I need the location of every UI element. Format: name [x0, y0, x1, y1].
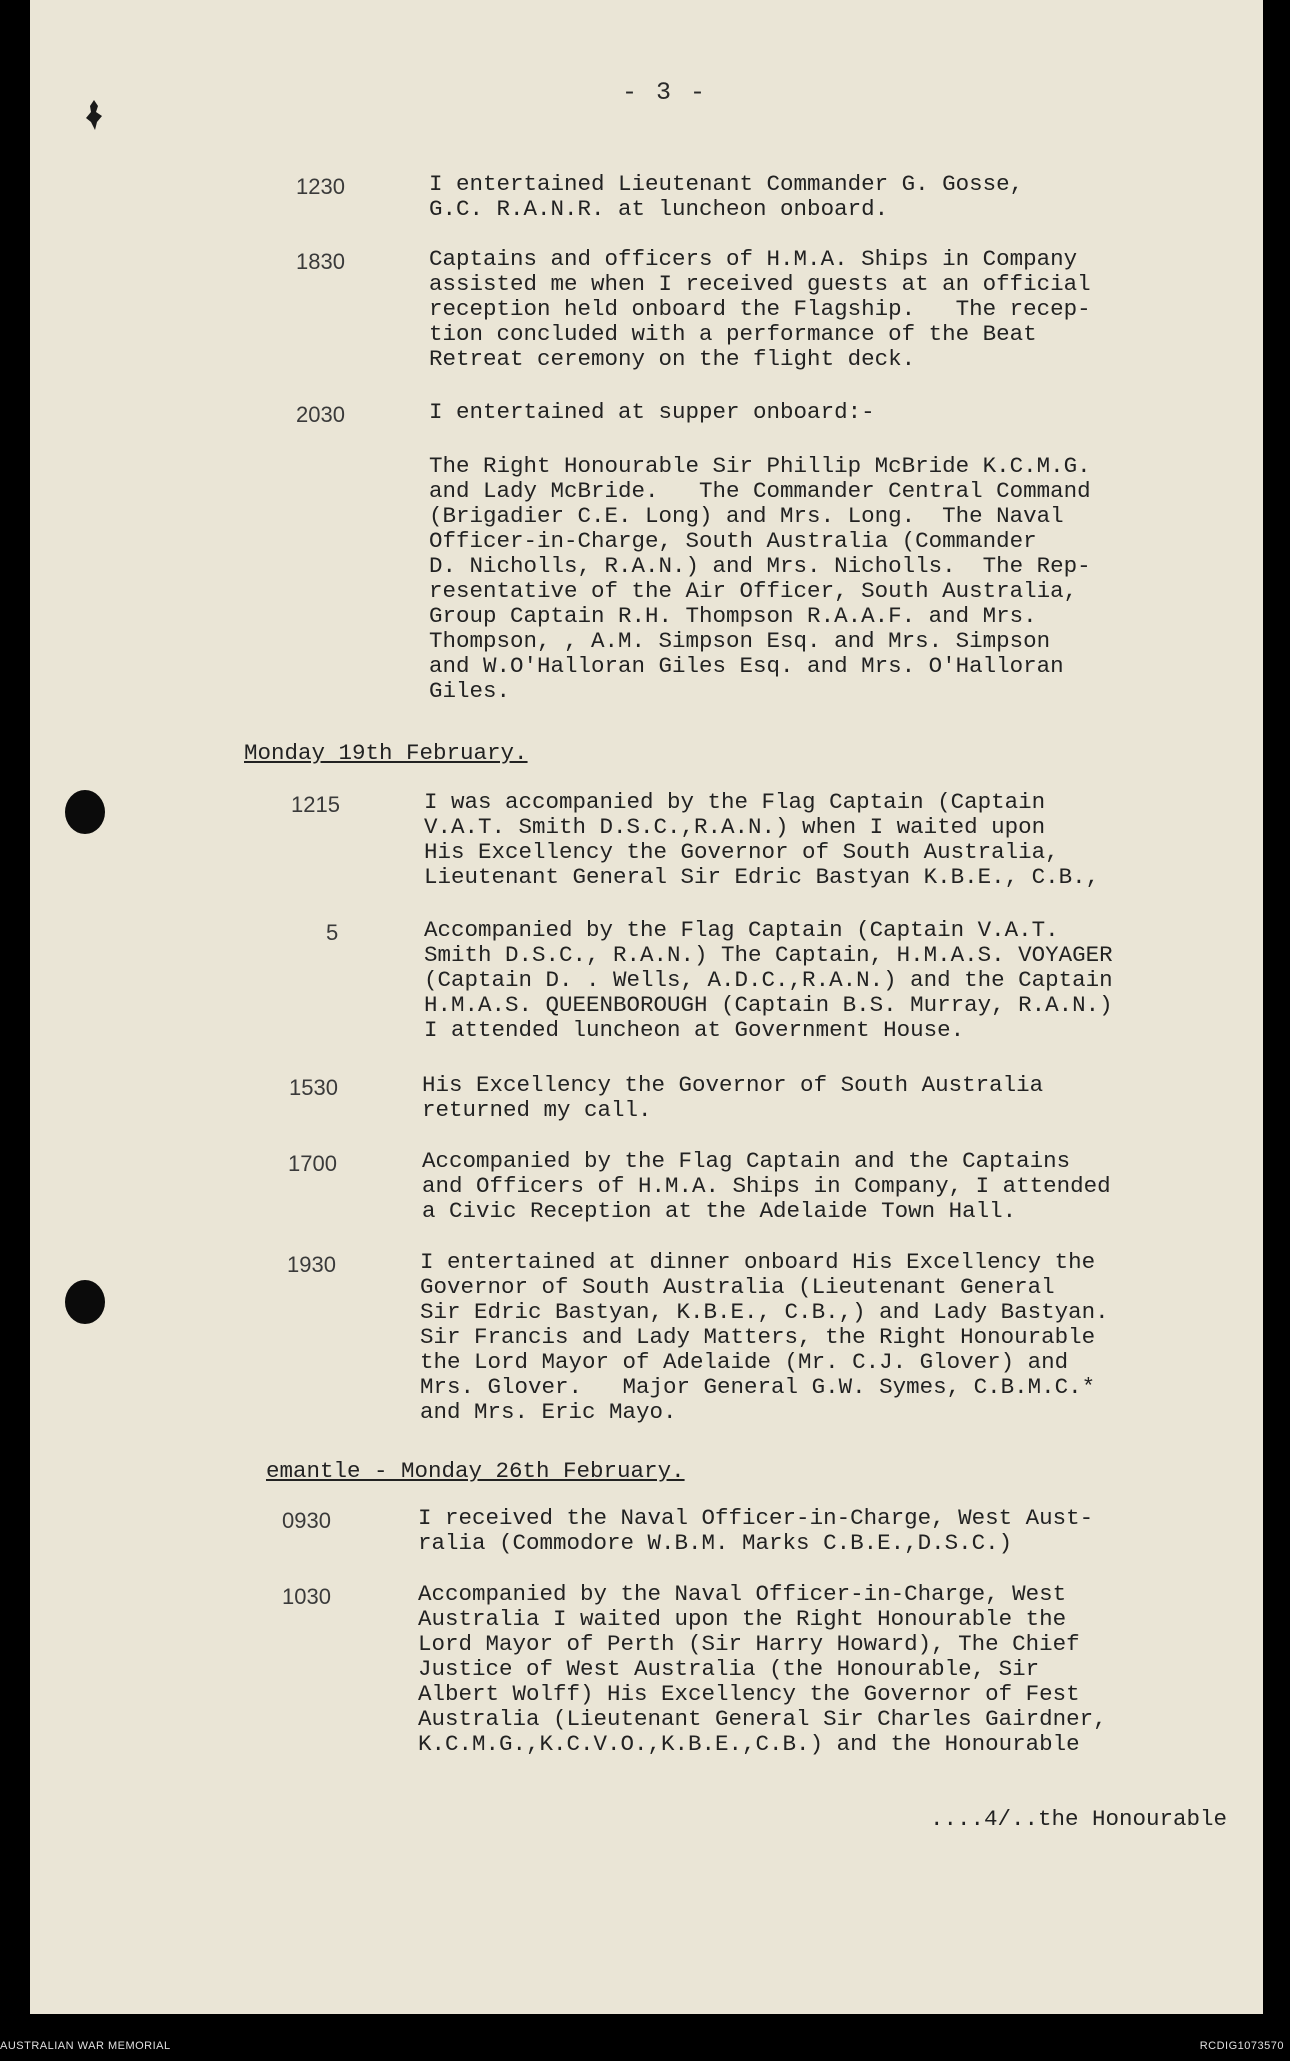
entry-time: 1930	[287, 1252, 336, 1277]
entry-time: 1230	[296, 174, 345, 199]
document-page	[30, 0, 1263, 2014]
archive-credit: AUSTRALIAN WAR MEMORIAL	[0, 2040, 171, 2052]
entry-text: I entertained Lieutenant Commander G. Gosse, G.C. R.A.N.R. at luncheon onboard.	[429, 171, 1024, 222]
entry-time: 2030	[296, 402, 345, 427]
entry-text: I entertained at supper onboard:-	[429, 399, 875, 425]
entry-text: Captains and officers of H.M.A. Ships in Company assisted me when I received guests at an official reception held onboard the Flagship. The recep- tion concluded with a performance of the Beat Retreat ceremony on the flight deck.	[429, 246, 1091, 372]
ink-smudge-mark	[82, 98, 108, 132]
entry-text: Accompanied by the Flag Captain (Captain V.A.T. Smith D.S.C., R.A.N.) The Captain, H.M.A.S. VOYAGER (Captain D. . Wells, A.D.C.,R.A.N.) and the Captain H.M.A.S. QUEENBOROUGH (Captain B.S. Murray, R.A.N.) I attended luncheon at Government House.	[424, 917, 1113, 1043]
punch-hole-lower	[65, 1280, 105, 1324]
entry-text: I was accompanied by the Flag Captain (Captain V.A.T. Smith D.S.C.,R.A.N.) when I waited upon His Excellency the Governor of South Australia, Lieutenant General Sir Edric Bastyan K.B.E., C.B.,	[424, 789, 1100, 890]
entry-text: I entertained at dinner onboard His Excellency the Governor of South Australia (Lieutenant General Sir Edric Bastyan, K.B.E., C.B.,) and Lady Bastyan. Sir Francis and Lady Matters, the Right Honourable the Lord Mayor of Adelaide (Mr. C.J. Glover) and Mrs. Glover. Major General G.W. Symes, C.B.M.C.* and Mrs. Eric Mayo.	[420, 1249, 1109, 1425]
entry-time: 5	[326, 920, 339, 945]
continuation-note: ....4/..the Honourable	[930, 1806, 1228, 1832]
entry-time: 1030	[282, 1584, 331, 1609]
archive-id: RCDIG1073570	[1199, 2040, 1284, 2052]
entry-text: I received the Naval Officer-in-Charge, West Aust- ralia (Commodore W.B.M. Marks C.B.E.,D.S.C.)	[418, 1505, 1094, 1556]
section-heading-fremantle: emantle - Monday 26th February.	[266, 1458, 685, 1484]
entry-time: 1215	[291, 792, 340, 817]
entry-text: Accompanied by the Naval Officer-in-Charge, West Australia I waited upon the Right Honourable the Lord Mayor of Perth (Sir Harry Howard), The Chief Justice of West Australia (the Honourable, Sir Albert Wolff) His Excellency the Governor of Fest Australia (Lieutenant General Sir Charles Gairdner, K.C.M.G.,K.C.V.O.,K.B.E.,C.B.) and the Honourable	[418, 1581, 1107, 1757]
entry-time: 0930	[282, 1508, 331, 1533]
entry-time: 1700	[288, 1151, 337, 1176]
entry-text: Accompanied by the Flag Captain and the Captains and Officers of H.M.A. Ships in Company, I attended a Civic Reception at the Adelaide Town Hall.	[422, 1148, 1111, 1224]
entry-time: 1530	[289, 1075, 338, 1100]
entry-text: His Excellency the Governor of South Australia returned my call.	[422, 1072, 1044, 1123]
punch-hole-upper	[65, 790, 105, 834]
section-heading-monday-19th: Monday 19th February.	[244, 740, 528, 766]
page-number: - 3 -	[622, 78, 708, 107]
entry-time: 1830	[296, 249, 345, 274]
guest-list-text: The Right Honourable Sir Phillip McBride K.C.M.G. and Lady McBride. The Commander Central Command (Brigadier C.E. Long) and Mrs. Long. The Naval Officer-in-Charge, South Australia (Commander D. Nicholls, R.A.N.) and Mrs. Nicholls. The Rep- resentative of the Air Officer, South Australia, Group Captain R.H. Thompson R.A.A.F. and Mrs. Thompson, , A.M. Simpson Esq. and Mrs. Simpson and W.O'Halloran Giles Esq. and Mrs. O'Halloran Giles.	[429, 453, 1091, 704]
